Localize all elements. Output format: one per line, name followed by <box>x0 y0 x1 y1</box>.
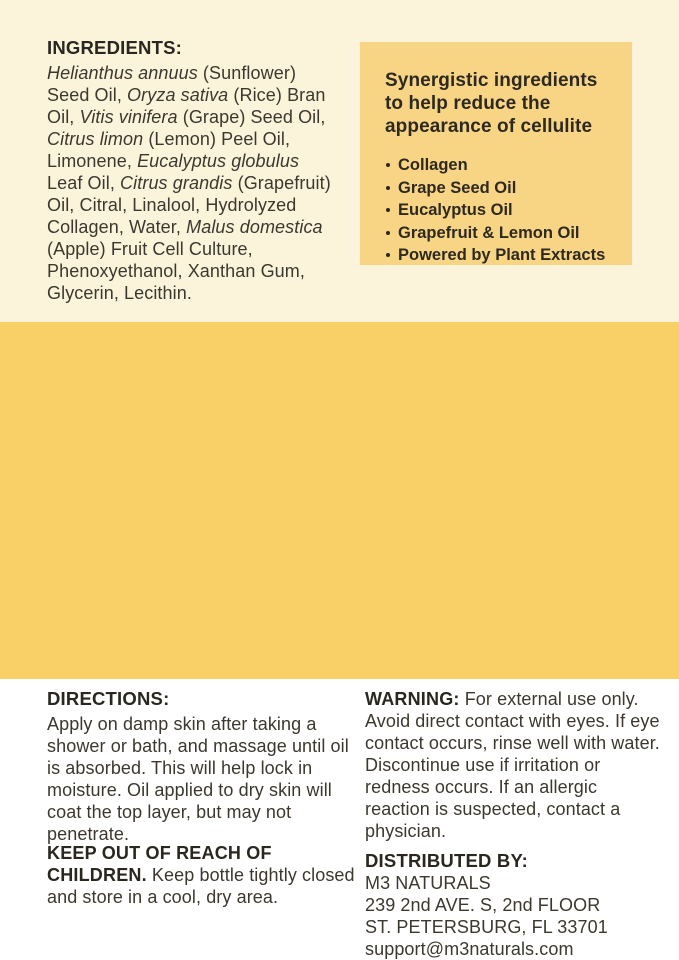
keep-out-paragraph <box>47 842 359 908</box>
distributed-by-section <box>365 850 663 960</box>
top-panel <box>0 0 679 322</box>
benefit-item: Grape Seed Oil <box>385 177 612 200</box>
ingredients-list <box>47 62 355 304</box>
ingredients-line <box>47 194 355 216</box>
ingredient-text: (Apple) Fruit Cell Culture, <box>47 239 253 259</box>
botanical-name: Vitis vinifera <box>79 107 178 127</box>
ingredient-text: Oil, <box>47 107 80 127</box>
benefit-item: Collagen <box>385 154 612 177</box>
distributed-by-heading: DISTRIBUTED BY: <box>365 850 528 871</box>
ingredient-text: Oil, Citral, Linalool, Hydrolyzed <box>47 195 297 215</box>
ingredient-text: (Grape) Seed Oil, <box>177 107 326 127</box>
ingredients-line <box>47 62 355 84</box>
ingredient-text: (Lemon) Peel Oil, <box>143 129 291 149</box>
distributor-address <box>365 872 663 960</box>
bottom-panel <box>0 322 679 959</box>
ingredients-section <box>47 37 355 304</box>
ingredients-line <box>47 84 355 106</box>
botanical-name: Citrus grandis <box>120 173 233 193</box>
distributor-line: ST. PETERSBURG, FL 33701 <box>365 917 608 937</box>
directions-heading: DIRECTIONS: <box>47 688 170 709</box>
ingredients-line <box>47 260 355 282</box>
botanical-name: Oryza sativa <box>127 85 229 105</box>
benefits-heading: Synergistic ingredients to help reduce the appearance of cellulite <box>385 70 598 137</box>
distributor-line: M3 NATURALS <box>365 873 491 893</box>
warning-paragraph <box>365 688 663 842</box>
botanical-name: Helianthus annuus <box>47 63 198 83</box>
ingredient-text: Glycerin, Lecithin. <box>47 283 192 303</box>
directions-body: Apply on damp skin after taking a shower or bath, and massage until oil is absorbed. This will help lock in moisture. Oil applied to dry skin will coat the top layer, but may not penetrate. <box>47 714 349 844</box>
distributor-line: 239 2nd AVE. S, 2nd FLOOR <box>365 895 601 915</box>
ingredients-line <box>47 282 355 304</box>
keep-out-of-reach-section <box>47 842 359 908</box>
benefits-list <box>385 154 612 267</box>
ingredient-text: Seed Oil, <box>47 85 128 105</box>
benefit-item: Grapefruit & Lemon Oil <box>385 222 612 245</box>
warning-heading: WARNING: <box>365 689 460 709</box>
benefits-box <box>360 42 632 265</box>
botanical-name: Citrus limon <box>47 129 144 149</box>
directions-section <box>47 688 351 845</box>
ingredient-text: Leaf Oil, <box>47 173 121 193</box>
ingredient-text: Phenoxyethanol, Xanthan Gum, <box>47 261 305 281</box>
warning-section <box>365 688 663 842</box>
ingredient-text: (Grapefruit) <box>232 173 331 193</box>
ingredient-text: (Sunflower) <box>197 63 297 83</box>
ingredients-line <box>47 172 355 194</box>
benefit-item: Eucalyptus Oil <box>385 199 612 222</box>
ingredients-line <box>47 128 355 150</box>
benefit-item: Powered by Plant Extracts <box>385 244 612 267</box>
botanical-name: Eucalyptus globulus <box>137 151 300 171</box>
ingredients-line <box>47 150 355 172</box>
ingredients-line <box>47 238 355 260</box>
ingredient-text: Limonene, <box>47 151 138 171</box>
botanical-name: Malus domestica <box>186 217 323 237</box>
keep-out-body: Keep bottle tightly closed and store in a cool, dry area. <box>47 865 355 907</box>
ingredients-heading: INGREDIENTS: <box>47 37 182 58</box>
distributor-line: support@m3naturals.com <box>365 939 574 959</box>
keep-out-heading: KEEP OUT OF REACH OF CHILDREN. <box>47 843 272 885</box>
ingredients-line <box>47 216 355 238</box>
ingredient-text: (Rice) Bran <box>228 85 326 105</box>
warning-body: For external use only. Avoid direct contact with eyes. If eye contact occurs, rinse well with water. Discontinue use if irritation or redness occurs. If an allergic reaction is suspected, contact a physician. <box>365 689 660 841</box>
ingredient-text: Collagen, Water, <box>47 217 187 237</box>
ingredients-line <box>47 106 355 128</box>
